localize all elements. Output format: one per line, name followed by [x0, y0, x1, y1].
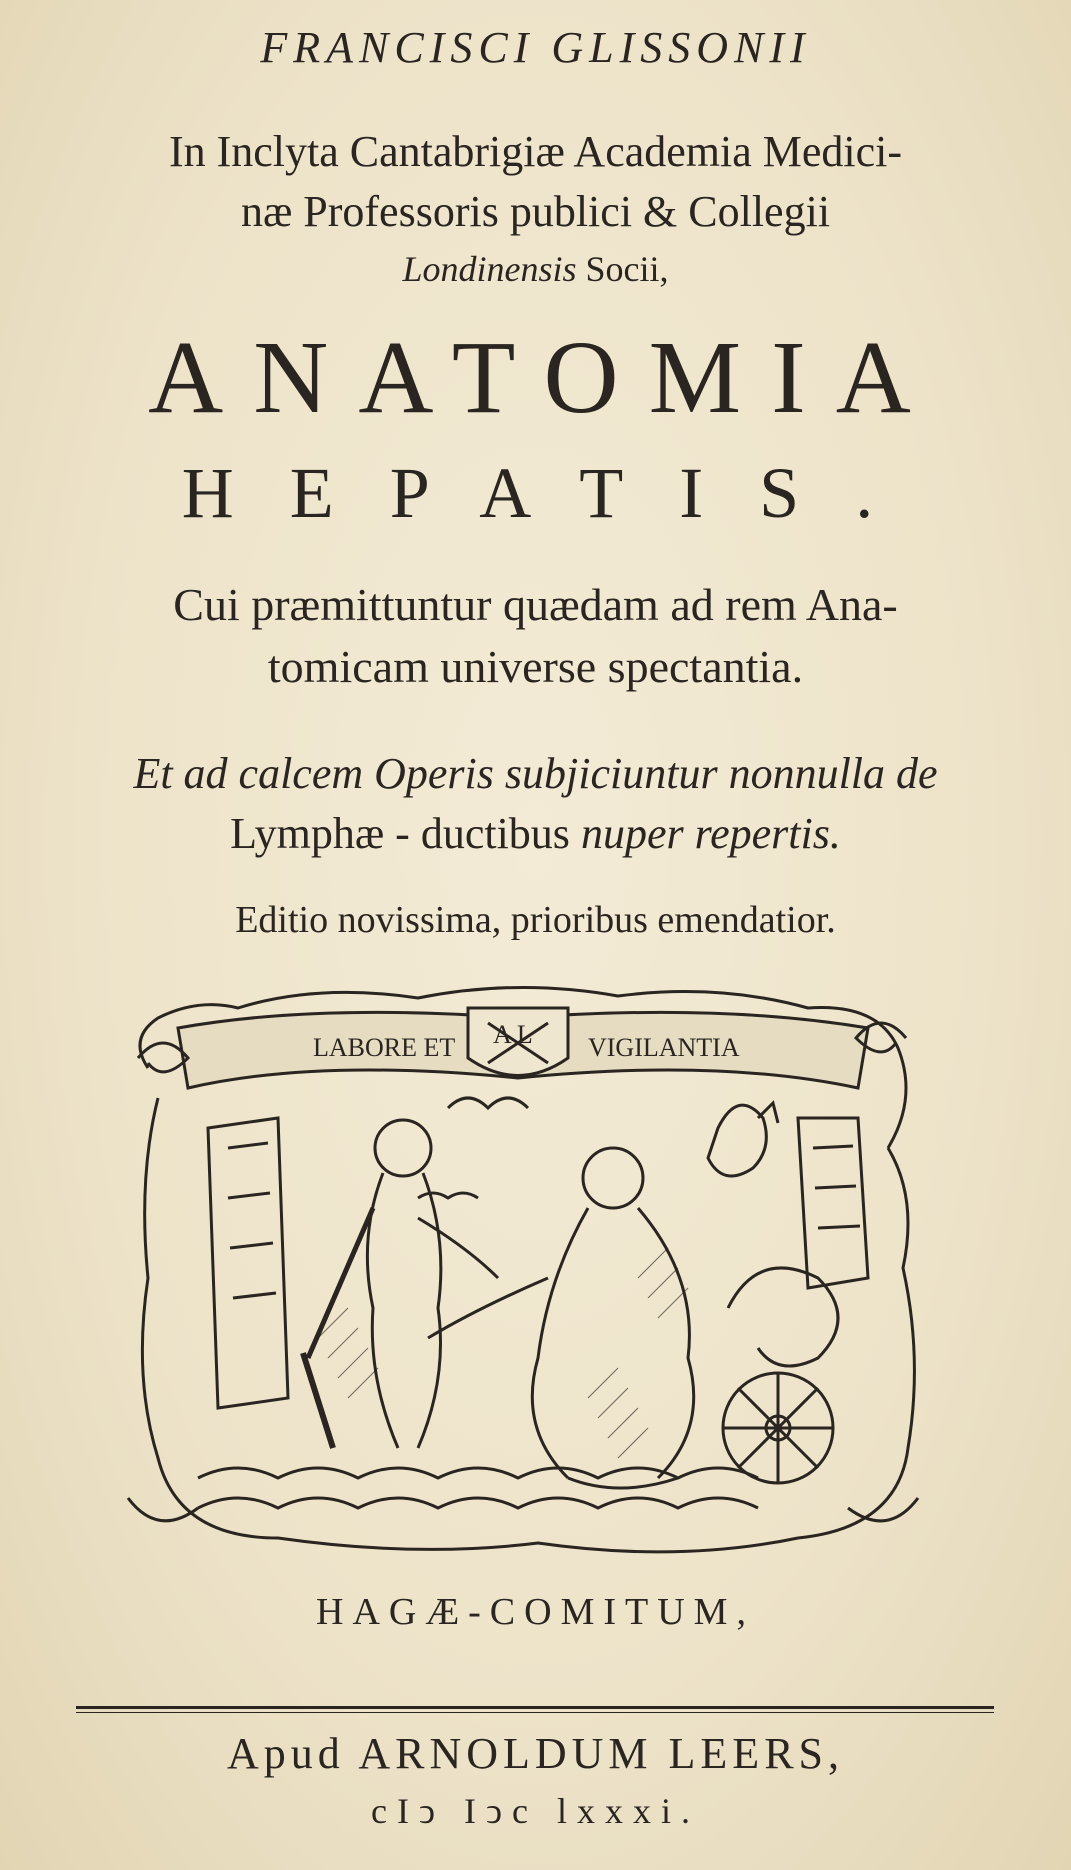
author-name: FRANCISCI GLISSONII: [260, 23, 811, 72]
subtitle-line-2: tomicam universe spectantia.: [267, 641, 804, 692]
affiliation-line-2: næ Professoris publici & Collegii: [240, 187, 831, 236]
imprint-rule: [76, 1706, 994, 1709]
appendix-line-1: Et ad calcem Operis subjiciuntur nonnulla de: [133, 749, 938, 798]
affiliation-society: Socii,: [576, 249, 669, 289]
place-of-publication: HAGÆ-COMITUM,: [316, 1591, 755, 1633]
motto-center: A L: [493, 1020, 533, 1049]
affiliation-line-3: [0, 248, 1071, 290]
affiliation-line-1: In Inclyta Cantabrigiæ Academia Medici-: [168, 127, 903, 176]
publication-date: cIↄ Iↄc lxxxi.: [371, 1791, 700, 1831]
appendix-roman: Lymphæ - ductibus: [230, 809, 581, 858]
book-title-line-1: ANATOMIA: [148, 320, 941, 435]
printer-name: Apud ARNOLDUM LEERS,: [226, 1729, 845, 1778]
motto-left: LABORE ET: [313, 1033, 456, 1062]
book-title-line-2: HEPATIS.: [181, 453, 930, 533]
subtitle-line-1: Cui præmittuntur quædam ad rem Ana-: [173, 579, 898, 630]
imprint-rule-thin: [76, 1712, 994, 1713]
appendix-line-2: [0, 808, 1071, 859]
appendix-italic: nuper repertis.: [580, 809, 841, 858]
edition-note: Editio novissima, prioribus emendatior.: [235, 899, 836, 941]
affiliation-city: Londinensis: [402, 249, 577, 289]
printer-mark-woodcut: [118, 978, 926, 1563]
motto-right: VIGILANTIA: [588, 1033, 740, 1062]
